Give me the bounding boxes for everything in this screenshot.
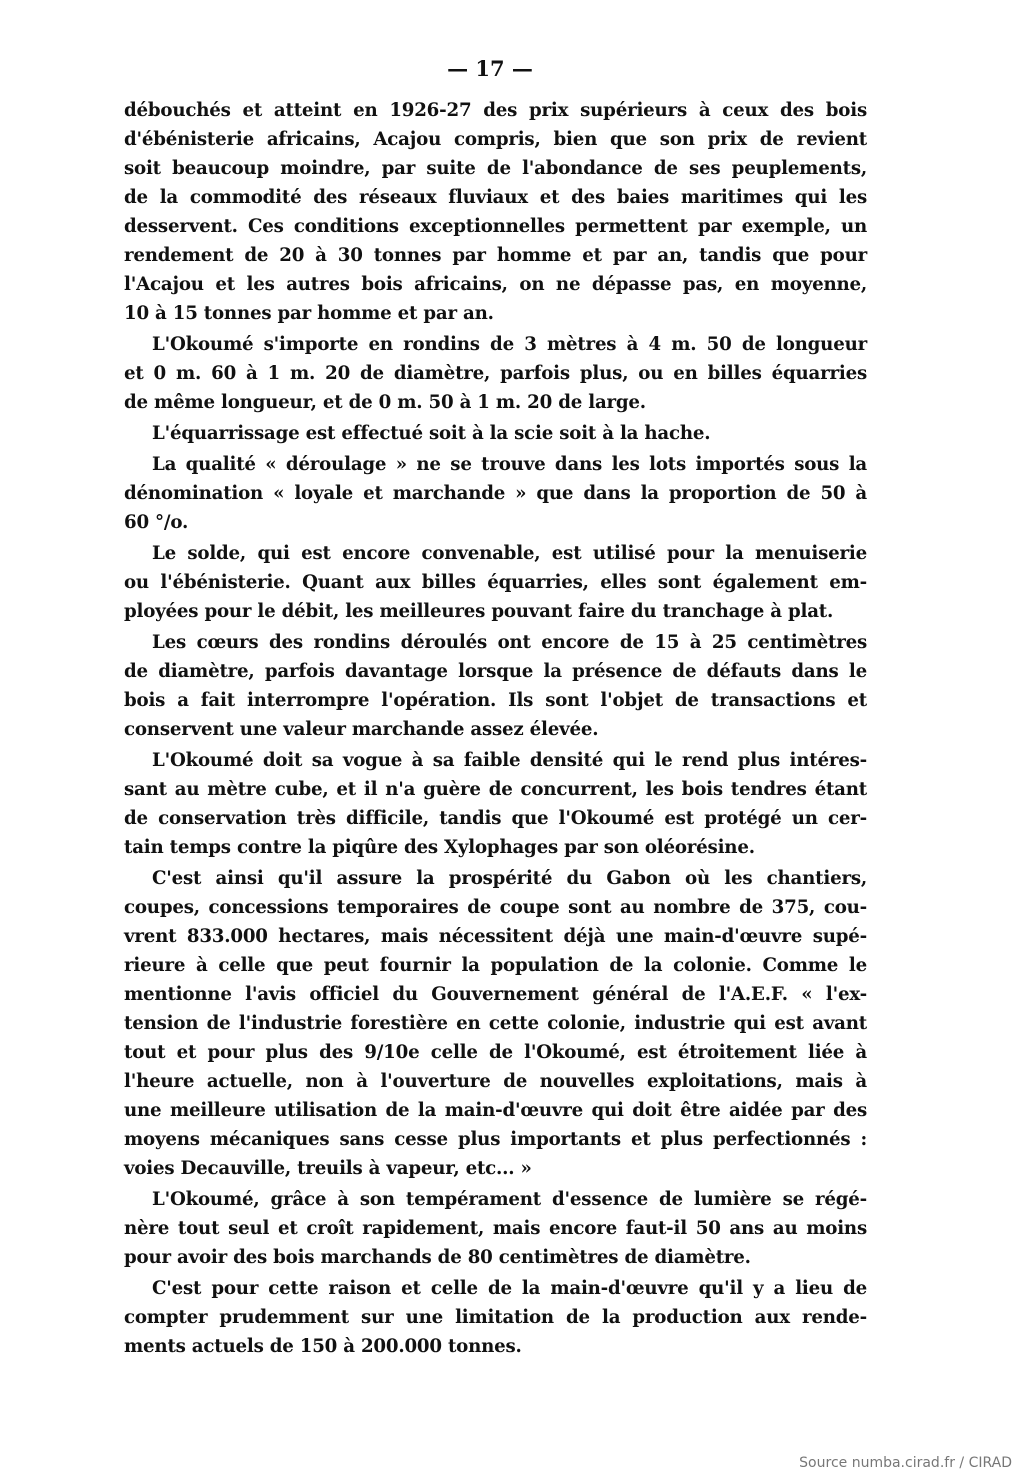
text-line: bois a fait interrompre l'opération. Ils sont l'objet de transactions et [124, 690, 867, 711]
paragraph [124, 419, 867, 448]
paragraph [124, 330, 867, 417]
page-number: — 17 — [447, 56, 533, 81]
text-line: coupes, concessions temporaires de coupe sont au nombre de 375, cou- [124, 897, 867, 918]
text-line: de conservation très difficile, tandis que l'Okoumé est protégé un cer- [124, 808, 867, 829]
text-line: ployées pour le débit, les meilleures pouvant faire du tranchage à plat. [124, 601, 834, 622]
text-line: L'équarrissage est effectué soit à la scie soit à la hache. [152, 423, 711, 444]
text-line: débouchés et atteint en 1926-27 des prix supérieurs à ceux des bois [124, 100, 867, 121]
text-line: vrent 833.000 hectares, mais nécessitent déjà une main-d'œuvre supé- [124, 926, 867, 947]
paragraph [124, 628, 867, 744]
text-line: tain temps contre la piqûre des Xylophages par son oléorésine. [124, 837, 755, 858]
text-line: l'Acajou et les autres bois africains, on ne dépasse pas, en moyenne, [124, 274, 867, 295]
paragraph [124, 450, 867, 537]
paragraph [124, 96, 867, 328]
text-line: tout et pour plus des 9/10e celle de l'Okoumé, est étroitement liée à [124, 1042, 867, 1063]
text-line: L'Okoumé, grâce à son tempérament d'essence de lumière se régé- [152, 1189, 867, 1210]
text-line: moyens mécaniques sans cesse plus importants et plus perfectionnés : [124, 1129, 867, 1150]
text-line: mentionne l'avis officiel du Gouvernement général de l'A.E.F. « l'ex- [124, 984, 867, 1005]
paragraph [124, 1185, 867, 1272]
text-line: conservent une valeur marchande assez élevée. [124, 719, 599, 740]
text-line: nère tout seul et croît rapidement, mais encore faut-il 50 ans au moins [124, 1218, 867, 1239]
text-line: L'Okoumé doit sa vogue à sa faible densité qui le rend plus intéres- [152, 750, 867, 771]
text-line: 10 à 15 tonnes par homme et par an. [124, 303, 494, 324]
paragraph [124, 539, 867, 626]
text-line: soit beaucoup moindre, par suite de l'abondance de ses peuplements, [124, 158, 867, 179]
text-line: La qualité « déroulage » ne se trouve dans les lots importés sous la [152, 454, 867, 475]
text-line: dénomination « loyale et marchande » que dans la proportion de 50 à [124, 483, 867, 504]
paragraph [124, 1274, 867, 1361]
text-line: Les cœurs des rondins déroulés ont encore de 15 à 25 centimètres [152, 632, 867, 653]
text-line: rendement de 20 à 30 tonnes par homme et par an, tandis que pour [124, 245, 867, 266]
text-line: desservent. Ces conditions exceptionnelles permettent par exemple, un [124, 216, 867, 237]
text-line: de diamètre, parfois davantage lorsque la présence de défauts dans le [124, 661, 867, 682]
text-line: compter prudemment sur une limitation de la production aux rende- [124, 1307, 867, 1328]
text-line: l'heure actuelle, non à l'ouverture de nouvelles exploitations, mais à [124, 1071, 867, 1092]
text-line: ments actuels de 150 à 200.000 tonnes. [124, 1336, 522, 1357]
text-line: voies Decauville, treuils à vapeur, etc... » [124, 1158, 532, 1179]
text-line: 60 °/o. [124, 512, 189, 533]
text-line: C'est ainsi qu'il assure la prospérité du Gabon où les chantiers, [152, 868, 867, 889]
body-text [124, 96, 867, 1363]
text-line: rieure à celle que peut fournir la population de la colonie. Comme le [124, 955, 867, 976]
text-line: et 0 m. 60 à 1 m. 20 de diamètre, parfois plus, ou en billes équarries [124, 363, 867, 384]
paragraph [124, 746, 867, 862]
text-line: Le solde, qui est encore convenable, est utilisé pour la menuiserie [152, 543, 867, 564]
text-line: une meilleure utilisation de la main-d'œuvre qui doit être aidée par des [124, 1100, 867, 1121]
text-line: d'ébénisterie africains, Acajou compris, bien que son prix de revient [124, 129, 867, 150]
text-line: ou l'ébénisterie. Quant aux billes équarries, elles sont également em- [124, 572, 867, 593]
text-line: de même longueur, et de 0 m. 50 à 1 m. 20 de large. [124, 392, 646, 413]
text-line: de la commodité des réseaux fluviaux et des baies maritimes qui les [124, 187, 867, 208]
text-line: sant au mètre cube, et il n'a guère de concurrent, les bois tendres étant [124, 779, 867, 800]
text-line: pour avoir des bois marchands de 80 centimètres de diamètre. [124, 1247, 751, 1268]
text-line: C'est pour cette raison et celle de la main-d'œuvre qu'il y a lieu de [152, 1278, 867, 1299]
text-line: tension de l'industrie forestière en cette colonie, industrie qui est avant [124, 1013, 867, 1034]
text-line: L'Okoumé s'importe en rondins de 3 mètres à 4 m. 50 de longueur [152, 334, 867, 355]
source-credit: Source numba.cirad.fr / CIRAD [799, 1455, 1012, 1471]
paragraph [124, 864, 867, 1183]
